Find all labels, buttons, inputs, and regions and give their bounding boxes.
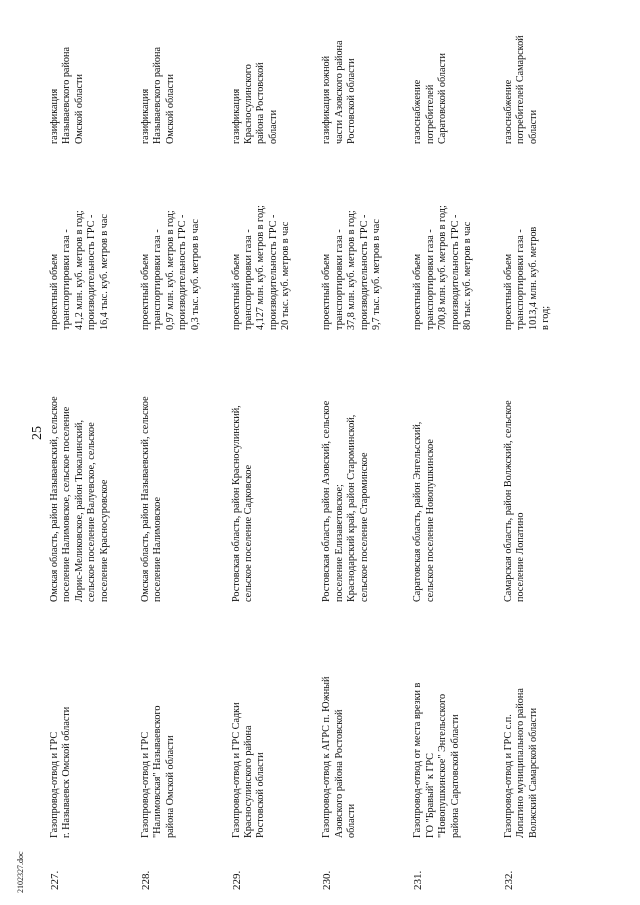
object-location: Омская область, район Называевский, сельское поселение Налимовское <box>139 396 164 602</box>
object-name: Газопровод-отвод к АГРС п. Южный Азовского района Ростовской области <box>321 676 358 838</box>
object-parameters: проектный объем транспортировки газа - 700,8 млн. куб. метров в год; производительность ГРС - 80 тыс. куб. метров в час <box>412 205 473 330</box>
object-purpose: газификация Называевского района Омской области <box>49 47 85 144</box>
object-location: Омская область, район Называевский, сельское поселение Налимовское, сельское поселение Лорис-Меликовское, район Тюкалинский, сельское поселение Валуевское, сельское поселение Красносуровское <box>49 396 110 602</box>
table-row <box>503 30 581 890</box>
object-parameters: проектный объем транспортировки газа - 41,2 млн. куб. метров в год; производительность ГРС - 16,4 тыс. куб. метров в час <box>49 210 110 330</box>
table-row <box>231 30 309 890</box>
object-parameters: проектный объем транспортировки газа - 1013,4 млн. куб. метров в год; <box>502 226 552 330</box>
object-parameters: проектный объем транспортировки газа - 37,8 млн. куб. метров в год; производительность ГРС - 9,7 тыс. куб. метров в час <box>321 210 383 330</box>
document-code: 2102327.doc <box>16 851 25 893</box>
object-parameters: проектный объем транспортировки газа - 4,127 млн. куб. метров в год; производительность ГРС - 20 тыс. куб. метров в час <box>230 205 292 330</box>
object-purpose: газификация южной части Азовского района Ростовской области <box>321 40 358 144</box>
object-name: Газопровод-отвод и ГРС "Налимовская" Называевского района Омской области <box>139 705 176 838</box>
table-row <box>321 30 399 890</box>
object-name: Газопровод-отвод и ГРС Садки Красносулинского района Ростовской области <box>230 702 267 838</box>
object-location: Ростовская область, район Красносулинский, сельское поселение Садковское <box>230 405 255 602</box>
row-number: 230. <box>321 870 334 890</box>
document-table <box>35 30 595 890</box>
object-name: Газопровод-отвод от места врезки в ГО "Бравый" к ГРС "Новопушкинское" Энгельсского района Саратовской области <box>412 682 461 838</box>
object-name: Газопровод-отвод и ГРС с.п. Лопатино муниципального района Волжский Самарской области <box>502 688 539 838</box>
object-purpose: газификация Называевского района Омской области <box>139 47 176 144</box>
table-row <box>140 30 218 890</box>
row-number: 229. <box>230 870 243 890</box>
object-location: Саратовская область, район Энгельсский, сельское поселение Новопушкинское <box>412 421 436 602</box>
object-parameters: проектный объем транспортировки газа - 0,97 млн. куб. метров в год; производительность ГРС - 0,3 тыс. куб. метров в час <box>139 210 201 330</box>
object-name: Газопровод-отвод и ГРС г. Называевск Омской области <box>49 706 73 838</box>
row-number: 231. <box>412 870 425 890</box>
row-number: 232. <box>502 870 515 890</box>
table-row <box>412 30 490 890</box>
row-number: 228. <box>139 870 152 890</box>
row-number: 227. <box>49 870 61 890</box>
object-purpose: газоснабжение потребителей Саратовской области <box>412 53 449 144</box>
object-location: Ростовская область, район Азовский, сельское поселение Елизаветовское; Краснодарский край, район Староминской, сельское поселение Староминское <box>321 400 370 602</box>
object-purpose: газификация Красносулинского района Ростовской области <box>230 62 279 144</box>
object-purpose: газоснабжение потребителей Самарской области <box>502 35 539 144</box>
object-location: Самарская область, район Волжский, сельское поселение Лопатино <box>502 400 527 602</box>
page-number: 25 <box>30 426 45 440</box>
table-row <box>49 30 127 890</box>
